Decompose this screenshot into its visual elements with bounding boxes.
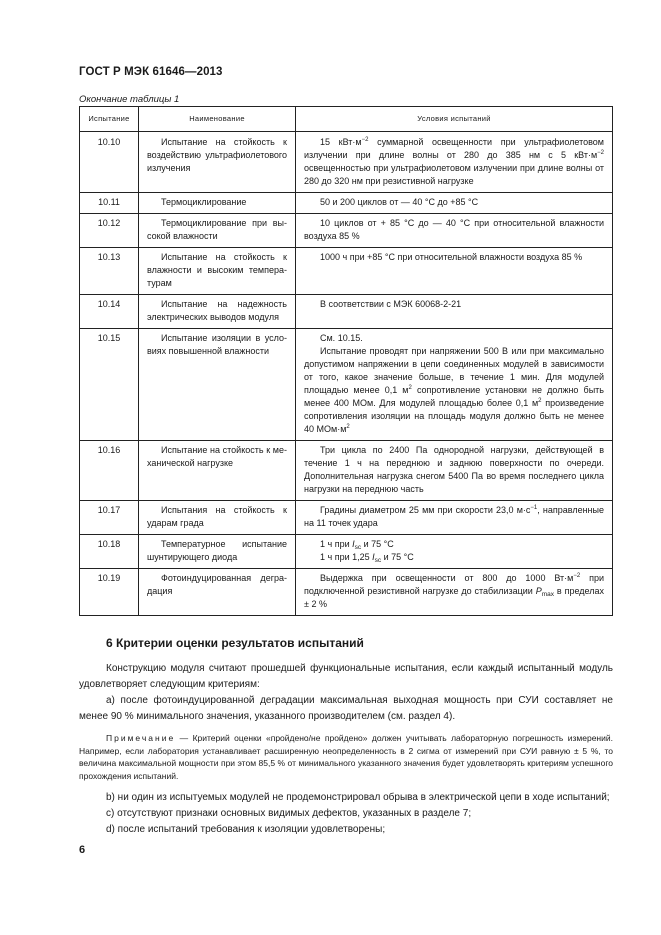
text-run: 15 кВт·м: [320, 137, 362, 147]
test-conditions: [296, 441, 613, 501]
text-run: В соответствии с МЭК 60068-2-21: [320, 299, 462, 309]
table-body: [80, 132, 613, 616]
test-name: Термоциклирование: [139, 193, 296, 214]
paragraph-item-a: а) после фотоиндуцированной деградации максимальная выходная мощность при СУИ составляет не менее 90 % минимального значения, указанного производителем (см. раздел 4).: [79, 695, 613, 722]
conditions-text: [304, 572, 604, 611]
text-run: сопротивление установки не должно быть менее 400 МОм. Для модулей площадью более 0,1 м: [304, 385, 604, 408]
conditions-line: [304, 551, 604, 564]
text-run: в пределах ± 2 %: [304, 586, 605, 609]
section-title: 6 Критерии оценки результатов испытаний: [106, 636, 364, 650]
table-row: [80, 535, 613, 569]
test-name: Испытания на стойкость к ударам града: [139, 501, 296, 535]
text-run: 1000 ч при +85 °С при относительной влажности воздуха 85 %: [320, 252, 583, 262]
body-text: [79, 661, 613, 838]
text-run: и 75 °С: [361, 539, 394, 549]
text-run: Выдержка при освещенности от 800 до 1000 Вт·м: [320, 573, 574, 583]
table-row: [80, 295, 613, 329]
page-number: 6: [79, 844, 86, 856]
text-run: Испытание проводят при напряжении 500 В или при максимально допустимом напряжении в цепи соединенных модулей в зависимости от того, какое значение больше, в течение 1 мин. Для модулей площадью менее 0,1 м: [304, 346, 604, 395]
text-run: при подключенной резистивной нагрузке до стабилизации: [304, 573, 604, 596]
conditions-line: [304, 345, 604, 436]
table-row: [80, 441, 613, 501]
text-run: 1 ч при 1,25: [320, 552, 373, 562]
conditions-line: [304, 538, 604, 551]
test-name: Испытание на стойкость к влажности и высоким температурам: [139, 248, 296, 295]
test-number: 10.14: [80, 295, 139, 329]
text-run: , направленные на 11 точек удара: [304, 505, 604, 528]
text-run: 1 ч при: [320, 539, 353, 549]
text-run: произведение сопротивления изоляции на площадь модуля должно быть не менее 40 МОм·м: [304, 398, 604, 434]
test-number: 10.15: [80, 329, 139, 441]
text-run: суммарной освещенности при ультрафиолетовом излучении при длине волны от 280 до 385 нм с 5 кВт·м: [304, 137, 604, 160]
test-number: 10.19: [80, 569, 139, 616]
conditions-line: См. 10.15.: [320, 333, 363, 343]
subscript: max: [541, 591, 555, 598]
table-row: [80, 248, 613, 295]
table-row: [80, 214, 613, 248]
table-row: [80, 501, 613, 535]
test-conditions: [296, 501, 613, 535]
superscript: 2: [408, 385, 412, 391]
conditions-text: [304, 217, 604, 243]
test-name: Температурное испытание шунтирующего диода: [139, 535, 296, 569]
note-text: — Критерий оценки «пройдено/не пройдено» должен учитывать лабораторную погрешность измерений. Например, если лаборатория устанавливает расширенную неопределенность в 2 сигма от измерений при СУИ равную ± 5 %, то величина максимальной мощности при этом 85,5 % от минимального указанного значения будет удовлетворять критериям успешного прохождения испытаний.: [79, 733, 613, 781]
superscript: −2: [573, 573, 581, 579]
test-number: 10.18: [80, 535, 139, 569]
text-run: 50 и 200 циклов от — 40 °С до +85 °С: [320, 197, 479, 207]
test-number: 10.13: [80, 248, 139, 295]
subscript: sc: [354, 544, 362, 551]
text-run: 10 циклов от + 85 °С до — 40 °С при относительной влажности воздуха 85 %: [304, 218, 604, 241]
test-number: 10.11: [80, 193, 139, 214]
test-conditions: [296, 248, 613, 295]
column-header-conditions: Условия испытаний: [296, 107, 613, 132]
superscript: −2: [597, 150, 604, 156]
superscript: 2: [538, 398, 542, 404]
column-header-name: Наименование: [139, 107, 296, 132]
conditions-text: [304, 136, 604, 188]
text-run: освещенностью при ультрафиолетовом излучении при длине волны от 280 до 320 нм при резистивной нагрузке: [304, 163, 604, 186]
conditions-text: [304, 196, 604, 209]
conditions-text: [304, 504, 604, 530]
paragraph-item-b: b) ни один из испытуемых модулей не продемонстрировал обрыва в электрической цепи в ходе испытаний;: [106, 792, 610, 803]
table-row: [80, 193, 613, 214]
text-run: P: [535, 586, 542, 596]
paragraph-intro: Конструкцию модуля считают прошедшей функциональные испытания, если каждый испытанный модуль удовлетворяет следующим критериям:: [79, 663, 613, 690]
conditions-text: [304, 444, 604, 496]
column-header-test: Испытание: [80, 107, 139, 132]
test-number: 10.16: [80, 441, 139, 501]
text-run: и 75 °С: [381, 552, 414, 562]
test-conditions: [296, 193, 613, 214]
subscript: sc: [374, 557, 382, 564]
note-label: Примечание: [106, 733, 176, 743]
text-run: Три цикла по 2400 Па однородной нагрузки, действующей в течение 1 ч на переднюю и заднюю поверхности по очереди. Дополнительная нагрузка снегом 5400 Па во время последнего цикла нагрузки на переднюю часть: [304, 445, 604, 494]
conditions-text: [304, 251, 604, 264]
paragraph-item-c: c) отсутствуют признаки основных видимых дефектов, указанных в разделе 7;: [106, 808, 472, 819]
superscript: −1: [530, 505, 538, 511]
tests-table: [79, 106, 613, 616]
table-caption: Окончание таблицы 1: [79, 94, 180, 105]
conditions-text: [304, 298, 604, 311]
test-number: 10.17: [80, 501, 139, 535]
test-conditions: [296, 132, 613, 193]
document-header: ГОСТ Р МЭК 61646—2013: [79, 66, 223, 78]
test-conditions: [296, 535, 613, 569]
test-name: Испытание изоляции в условиях повышенной влажности: [139, 329, 296, 441]
test-number: 10.10: [80, 132, 139, 193]
text-run: I: [352, 539, 355, 549]
test-name: Фотоиндуцированная деградация: [139, 569, 296, 616]
test-name: Испытание на надежность электрических выводов модуля: [139, 295, 296, 329]
test-conditions: [296, 569, 613, 616]
superscript: 2: [346, 424, 350, 430]
test-name: Термоциклирование при высокой влажности: [139, 214, 296, 248]
superscript: −2: [361, 137, 369, 143]
test-name: Испытание на стойкость к воздействию ультрафиолетового излучения: [139, 132, 296, 193]
test-conditions: [296, 295, 613, 329]
paragraph-item-d: d) после испытаний требования к изоляции удовлетворены;: [106, 824, 386, 835]
note: [79, 732, 613, 782]
text-run: Градины диаметром 25 мм при скорости 23,0 м·с: [320, 505, 531, 515]
test-conditions: [296, 329, 613, 441]
test-conditions: [296, 214, 613, 248]
text-run: I: [372, 552, 375, 562]
table-row: [80, 132, 613, 193]
test-number: 10.12: [80, 214, 139, 248]
table-header-row: [80, 107, 613, 132]
table-row: [80, 329, 613, 441]
table-row: [80, 569, 613, 616]
test-name: Испытание на стойкость к механической нагрузке: [139, 441, 296, 501]
